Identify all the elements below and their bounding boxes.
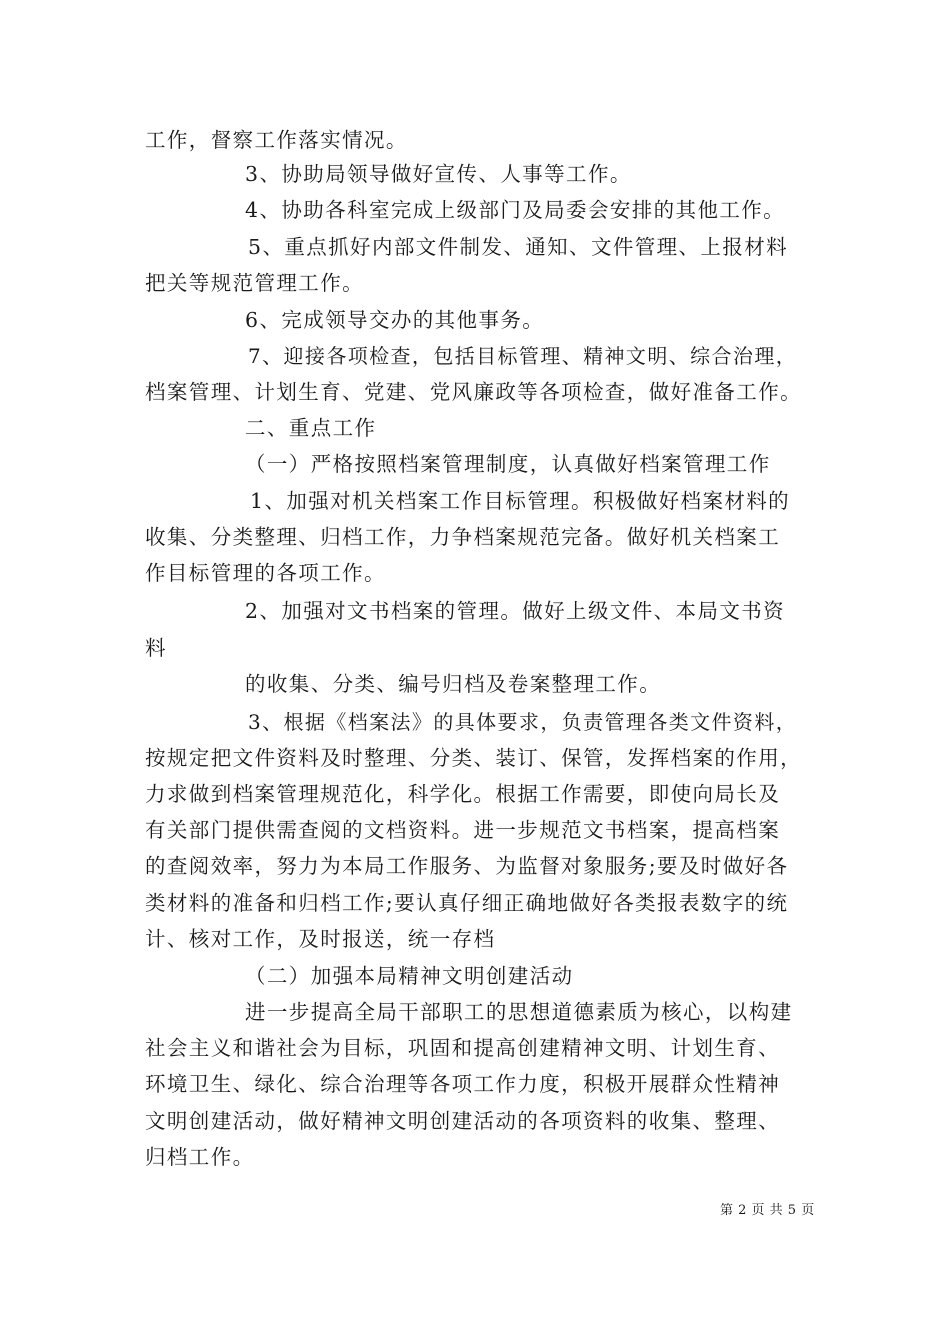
page-number-footer: 第 2 页 共 5 页 — [720, 1203, 815, 1218]
text-line: 的查阅效率，努力为本局工作服务、为监督对象服务;要及时做好各 — [145, 854, 789, 878]
subsection-heading: （一）严格按照档案管理制度，认真做好档案管理工作 — [245, 452, 771, 476]
text-line: 计、核对工作，及时报送，统一存档 — [145, 927, 496, 951]
text-line: 社会主义和谐社会为目标，巩固和提高创建精神文明、计划生育、 — [145, 1036, 781, 1060]
text-line: 档案管理、计划生育、党建、党风廉政等各项检查，做好准备工作。 — [145, 380, 802, 404]
text-line: 归档工作。 — [145, 1145, 255, 1169]
text-line: 的收集、分类、编号归档及卷案整理工作。 — [245, 672, 662, 696]
section-heading: 二、重点工作 — [245, 416, 377, 440]
text-line: 4、协助各科室完成上级部门及局委会安排的其他工作。 — [245, 198, 786, 222]
text-line: 2、加强对文书档案的管理。做好上级文件、本局文书资 — [245, 599, 786, 623]
text-line: 类材料的准备和归档工作;要认真仔细正确地做好各类报表数字的统 — [145, 891, 789, 915]
text-line: 收集、分类整理、归档工作，力争档案规范完备。做好机关档案工 — [145, 525, 781, 549]
text-line: 料 — [145, 636, 167, 660]
text-line: 1、加强对机关档案工作目标管理。积极做好档案材料的 — [250, 489, 791, 513]
subsection-heading: （二）加强本局精神文明创建活动 — [245, 964, 574, 988]
text-line: 作目标管理的各项工作。 — [145, 561, 386, 585]
text-line: 把关等规范管理工作。 — [145, 271, 364, 295]
text-line: 7、迎接各项检查，包括目标管理、精神文明、综合治理， — [248, 344, 798, 368]
text-line: 3、协助局领导做好宣传、人事等工作。 — [245, 162, 632, 186]
text-line: 有关部门提供需查阅的文档资料。进一步规范文书档案，提高档案 — [145, 818, 781, 842]
text-line: 按规定把文件资料及时整理、分类、装订、保管，发挥档案的作用， — [145, 746, 802, 770]
text-line: 进一步提高全局干部职工的思想道德素质为核心，以构建 — [245, 1000, 793, 1024]
text-line: 5、重点抓好内部文件制发、通知、文件管理、上报材料 — [248, 235, 789, 259]
text-line: 力求做到档案管理规范化，科学化。根据工作需要，即使向局长及 — [145, 782, 781, 806]
text-line: 3、根据《档案法》的具体要求，负责管理各类文件资料， — [248, 710, 798, 734]
text-line: 6、完成领导交办的其他事务。 — [245, 308, 545, 332]
text-line: 环境卫生、绿化、综合治理等各项工作力度，积极开展群众性精神 — [145, 1072, 781, 1096]
text-line: 工作，督察工作落实情况。 — [145, 128, 408, 152]
text-line: 文明创建活动，做好精神文明创建活动的各项资料的收集、整理、 — [145, 1109, 781, 1133]
